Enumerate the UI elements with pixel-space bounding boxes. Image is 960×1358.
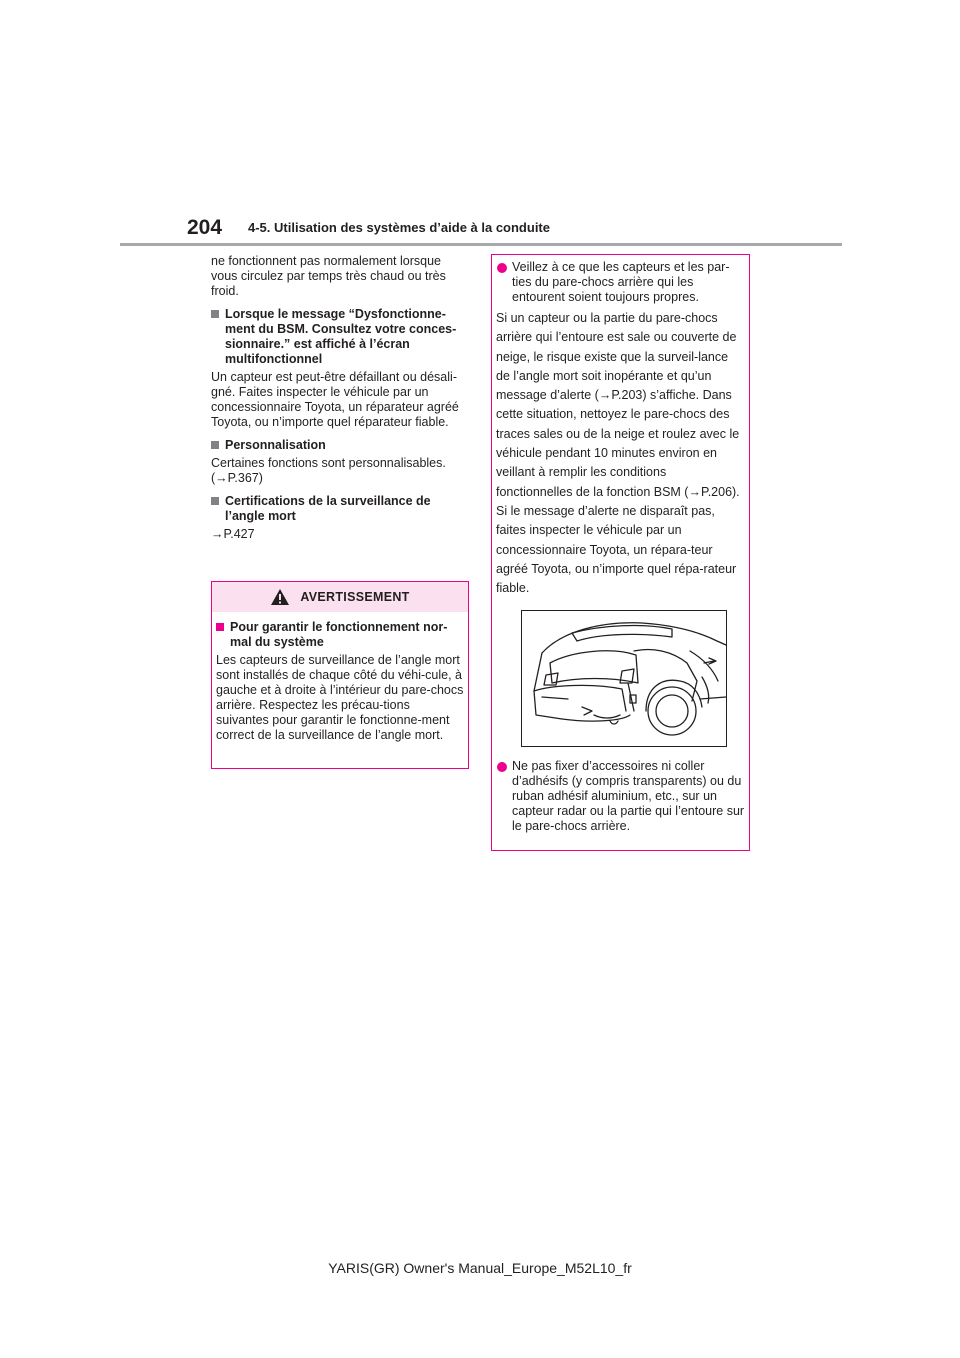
square-bullet-icon (211, 441, 219, 449)
warning-body (212, 612, 468, 743)
section-body: →P.427 (211, 527, 255, 541)
note-paragraph: Si un capteur ou la partie du pare-chocs arrière qui l’entoure est sale ou couverte de neige, le risque existe que la surveil-lance de l’angle mort soit inopérante et qu’un message d’alerte (→P.203) s’affiche. Dans cette situation, nettoyez le pare-chocs des traces sales ou de la neige et roulez avec le véhicule pendant 10 minutes environ en veillant à remplir les conditions fonctionnelles de la fonction BSM (→P.206). Si le message d’alerte ne disparaît pas, faites inspecter le véhicule par un concessionnaire Toyota, un répara-teur agréé Toyota, ou n’importe quel répa-rateur fiable. (496, 311, 740, 596)
car-rear-icon (522, 611, 726, 746)
section-heading-text: Lorsque le message “Dysfonctionne-ment du BSM. Consultez votre conces-sionnaire.” est affiché à l’écran multifonctionnel (225, 307, 457, 366)
section-heading (211, 438, 469, 453)
square-bullet-icon (216, 623, 224, 631)
intro-text: ne fonctionnent pas normalement lorsque vous circulez par temps très chaud ou très froid. (211, 254, 446, 298)
warning-title: AVERTISSEMENT (300, 590, 410, 604)
warning-text: Les capteurs de surveillance de l’angle mort sont installés de chaque côté du véhi-cule, à gauche et à droite à l’intérieur du pare-chocs arrière. Respectez les précau-tions suivantes pour garantir le fonctionne-ment correct de la surveillance de l’angle mort. (216, 653, 464, 742)
note-item (496, 260, 745, 305)
note-item (496, 759, 745, 834)
warning-triangle-icon (270, 588, 290, 606)
section-title: 4-5. Utilisation des systèmes d’aide à la conduite (248, 220, 550, 235)
left-column (211, 254, 469, 548)
footer-manual-id: YARIS(GR) Owner's Manual_Europe_M52L10_fr (328, 1260, 632, 1276)
warning-box (211, 581, 469, 769)
square-bullet-icon (211, 310, 219, 318)
section-heading-text: Personnalisation (225, 438, 326, 452)
notes-box (491, 254, 750, 851)
page-number: 204 (187, 216, 223, 239)
circle-bullet-icon (497, 762, 507, 772)
warning-heading-text: Pour garantir le fonctionnement nor-mal du système (230, 620, 448, 649)
square-bullet-icon (211, 497, 219, 505)
section-heading (211, 494, 469, 524)
section-heading (211, 307, 469, 367)
warning-header (212, 582, 468, 612)
car-rear-illustration (521, 610, 727, 747)
section-heading-text: Certifications de la surveillance de l’angle mort (225, 494, 431, 523)
header-divider (120, 243, 842, 246)
section-body: Certaines fonctions sont personnalisables. (→P.367) (211, 456, 446, 485)
circle-bullet-icon (497, 263, 507, 273)
note-item-text: Ne pas fixer d’accessoires ni coller d’adhésifs (y compris transparents) ou du ruban adhésif aluminium, etc., sur un capteur radar ou la partie qui l’entoure sur le pare-chocs arrière. (512, 759, 745, 834)
warning-heading (216, 620, 464, 650)
section-body: Un capteur est peut-être défaillant ou désali-gné. Faites inspecter le véhicule par un concessionnaire Toyota, un réparateur agréé Toyota, ou n’importe quel réparateur fiable. (211, 370, 459, 429)
note-item-text: Veillez à ce que les capteurs et les par-ties du pare-chocs arrière qui les entourent soient toujours propres. (512, 260, 730, 304)
